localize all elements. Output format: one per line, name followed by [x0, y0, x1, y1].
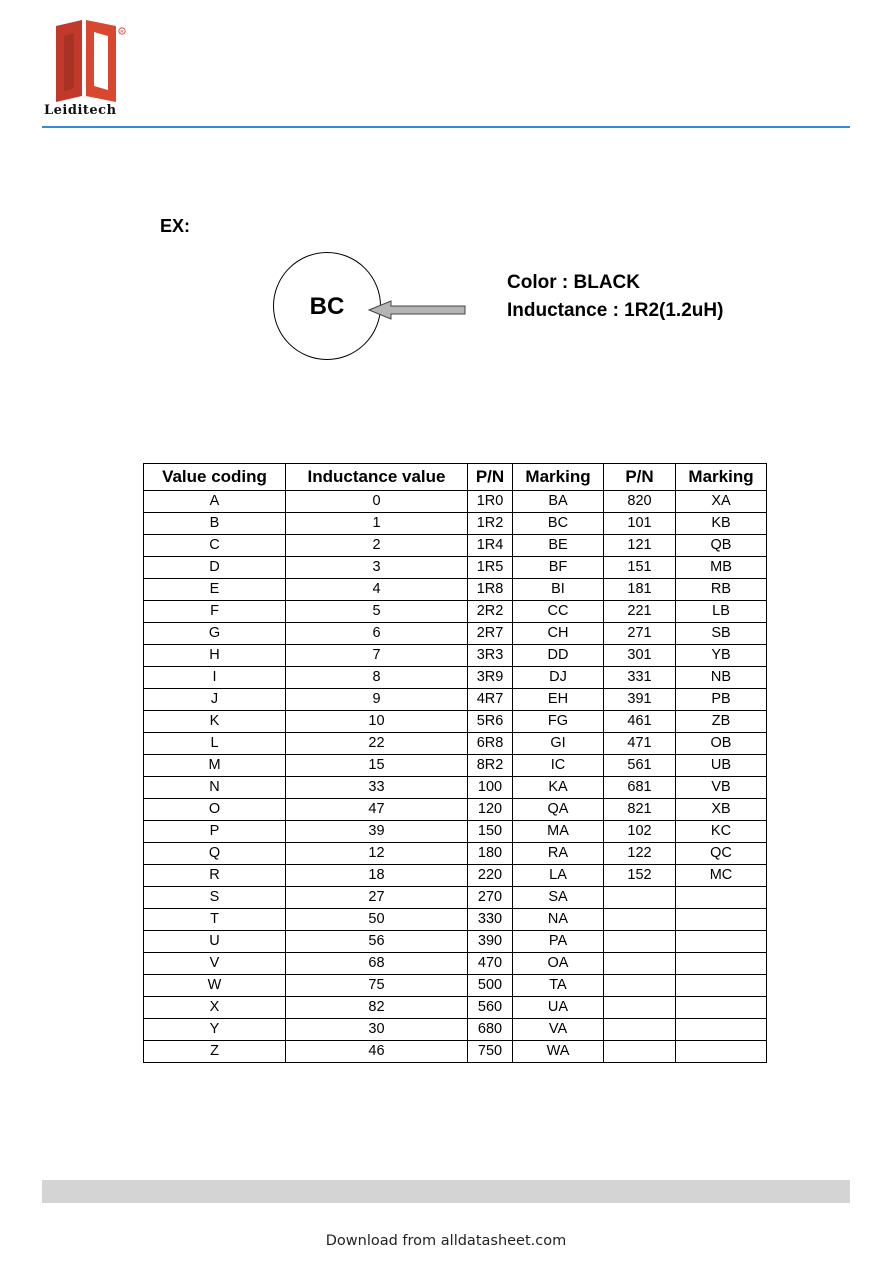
cell-value-coding: S [144, 887, 286, 909]
cell-pn: 1R0 [468, 491, 513, 513]
table-row [144, 975, 767, 997]
cell-value-coding: T [144, 909, 286, 931]
cell-marking-2: MB [676, 557, 767, 579]
cell-marking-2: RB [676, 579, 767, 601]
cell-marking-2: NB [676, 667, 767, 689]
example-label: EX: [160, 216, 191, 236]
cell-marking: NA [513, 909, 604, 931]
cell-marking-2: XB [676, 799, 767, 821]
example-description [507, 269, 723, 325]
table-header-row [144, 464, 767, 491]
cell-inductance-value: 15 [286, 755, 468, 777]
cell-value-coding: N [144, 777, 286, 799]
cell-pn: 220 [468, 865, 513, 887]
cell-inductance-value: 10 [286, 711, 468, 733]
cell-pn-2: 820 [604, 491, 676, 513]
table-row [144, 535, 767, 557]
cell-pn: 1R8 [468, 579, 513, 601]
cell-marking-2: PB [676, 689, 767, 711]
table-row [144, 931, 767, 953]
cell-value-coding: X [144, 997, 286, 1019]
logo-wordmark: Leiditech [44, 103, 117, 118]
cell-pn-2: 122 [604, 843, 676, 865]
cell-pn-2: 461 [604, 711, 676, 733]
table-row [144, 579, 767, 601]
cell-pn-2 [604, 975, 676, 997]
cell-pn-2 [604, 1041, 676, 1063]
cell-pn-2: 151 [604, 557, 676, 579]
cell-value-coding: B [144, 513, 286, 535]
cell-inductance-value: 9 [286, 689, 468, 711]
table-row [144, 689, 767, 711]
cell-marking-2: OB [676, 733, 767, 755]
table-row [144, 733, 767, 755]
cell-pn: 5R6 [468, 711, 513, 733]
header-pn-2: P/N [604, 464, 676, 491]
cell-value-coding: E [144, 579, 286, 601]
cell-marking-2: UB [676, 755, 767, 777]
cell-value-coding: L [144, 733, 286, 755]
cell-value-coding: Y [144, 1019, 286, 1041]
cell-pn: 150 [468, 821, 513, 843]
cell-pn-2 [604, 953, 676, 975]
cell-value-coding: I [144, 667, 286, 689]
inductance-line: Inductance : 1R2(1.2uH) [507, 300, 724, 321]
cell-pn: 100 [468, 777, 513, 799]
cell-pn-2: 152 [604, 865, 676, 887]
header-pn: P/N [468, 464, 513, 491]
table-row [144, 953, 767, 975]
cell-value-coding: Z [144, 1041, 286, 1063]
cell-marking: KA [513, 777, 604, 799]
marking-code: BC [309, 293, 345, 320]
cell-value-coding: C [144, 535, 286, 557]
cell-marking: SA [513, 887, 604, 909]
cell-marking-2 [676, 1041, 767, 1063]
svg-text:R: R [120, 29, 124, 34]
cell-marking-2: MC [676, 865, 767, 887]
cell-inductance-value: 30 [286, 1019, 468, 1041]
footer-bar [42, 1180, 850, 1203]
cell-inductance-value: 2 [286, 535, 468, 557]
cell-value-coding: G [144, 623, 286, 645]
cell-pn: 3R9 [468, 667, 513, 689]
table-row [144, 513, 767, 535]
header-marking-2: Marking [676, 464, 767, 491]
cell-pn-2: 121 [604, 535, 676, 557]
cell-marking-2 [676, 975, 767, 997]
cell-inductance-value: 46 [286, 1041, 468, 1063]
cell-pn: 4R7 [468, 689, 513, 711]
cell-marking-2: XA [676, 491, 767, 513]
cell-marking-2 [676, 931, 767, 953]
cell-marking: TA [513, 975, 604, 997]
cell-pn: 390 [468, 931, 513, 953]
cell-pn: 3R3 [468, 645, 513, 667]
left-arrow-icon [367, 298, 467, 322]
cell-pn-2: 391 [604, 689, 676, 711]
cell-inductance-value: 3 [286, 557, 468, 579]
cell-pn-2: 561 [604, 755, 676, 777]
cell-marking-2 [676, 953, 767, 975]
cell-marking-2: KB [676, 513, 767, 535]
cell-pn: 8R2 [468, 755, 513, 777]
cell-marking: BC [513, 513, 604, 535]
header-divider [42, 126, 850, 128]
cell-inductance-value: 47 [286, 799, 468, 821]
cell-marking-2: LB [676, 601, 767, 623]
cell-pn-2: 221 [604, 601, 676, 623]
cell-pn-2: 821 [604, 799, 676, 821]
cell-inductance-value: 4 [286, 579, 468, 601]
cell-marking-2: YB [676, 645, 767, 667]
cell-inductance-value: 0 [286, 491, 468, 513]
cell-marking: RA [513, 843, 604, 865]
cell-marking-2 [676, 887, 767, 909]
cell-pn-2 [604, 1019, 676, 1041]
header-inductance-value: Inductance value [286, 464, 468, 491]
cell-marking-2 [676, 997, 767, 1019]
cell-pn: 270 [468, 887, 513, 909]
cell-pn: 330 [468, 909, 513, 931]
table-row [144, 755, 767, 777]
cell-marking: OA [513, 953, 604, 975]
table-body [144, 491, 767, 1063]
cell-pn-2: 181 [604, 579, 676, 601]
table-row [144, 1041, 767, 1063]
cell-inductance-value: 27 [286, 887, 468, 909]
cell-inductance-value: 82 [286, 997, 468, 1019]
cell-marking: LA [513, 865, 604, 887]
cell-marking: BF [513, 557, 604, 579]
cell-pn-2: 101 [604, 513, 676, 535]
header-value-coding: Value coding [144, 464, 286, 491]
cell-pn: 2R7 [468, 623, 513, 645]
cell-value-coding: M [144, 755, 286, 777]
cell-value-coding: R [144, 865, 286, 887]
table-row [144, 623, 767, 645]
cell-marking: BE [513, 535, 604, 557]
cell-marking-2: ZB [676, 711, 767, 733]
cell-pn: 470 [468, 953, 513, 975]
cell-marking: VA [513, 1019, 604, 1041]
table-row [144, 491, 767, 513]
table-row [144, 887, 767, 909]
cell-marking: CH [513, 623, 604, 645]
cell-inductance-value: 56 [286, 931, 468, 953]
table-row [144, 667, 767, 689]
cell-value-coding: U [144, 931, 286, 953]
cell-marking: QA [513, 799, 604, 821]
cell-pn-2: 271 [604, 623, 676, 645]
cell-marking: UA [513, 997, 604, 1019]
cell-value-coding: D [144, 557, 286, 579]
cell-pn: 1R5 [468, 557, 513, 579]
cell-pn-2 [604, 997, 676, 1019]
cell-marking: EH [513, 689, 604, 711]
cell-marking-2 [676, 909, 767, 931]
cell-pn: 680 [468, 1019, 513, 1041]
cell-marking: DD [513, 645, 604, 667]
cell-marking-2: QB [676, 535, 767, 557]
cell-value-coding: P [144, 821, 286, 843]
cell-pn-2: 331 [604, 667, 676, 689]
cell-inductance-value: 75 [286, 975, 468, 997]
cell-pn-2: 102 [604, 821, 676, 843]
table-row [144, 865, 767, 887]
cell-marking: WA [513, 1041, 604, 1063]
cell-inductance-value: 33 [286, 777, 468, 799]
cell-marking: CC [513, 601, 604, 623]
table-row [144, 821, 767, 843]
cell-pn: 2R2 [468, 601, 513, 623]
cell-inductance-value: 39 [286, 821, 468, 843]
cell-pn: 120 [468, 799, 513, 821]
table-row [144, 777, 767, 799]
cell-marking: MA [513, 821, 604, 843]
cell-marking: IC [513, 755, 604, 777]
cell-marking: PA [513, 931, 604, 953]
cell-marking: BA [513, 491, 604, 513]
cell-pn-2: 301 [604, 645, 676, 667]
cell-pn-2 [604, 909, 676, 931]
cell-marking: FG [513, 711, 604, 733]
header-marking: Marking [513, 464, 604, 491]
table-row [144, 843, 767, 865]
cell-value-coding: V [144, 953, 286, 975]
cell-pn: 1R2 [468, 513, 513, 535]
cell-inductance-value: 5 [286, 601, 468, 623]
cell-marking: BI [513, 579, 604, 601]
table-row [144, 799, 767, 821]
cell-inductance-value: 7 [286, 645, 468, 667]
cell-marking-2: KC [676, 821, 767, 843]
table-row [144, 645, 767, 667]
cell-inductance-value: 50 [286, 909, 468, 931]
cell-marking-2 [676, 1019, 767, 1041]
table-row [144, 909, 767, 931]
cell-marking: DJ [513, 667, 604, 689]
cell-pn: 6R8 [468, 733, 513, 755]
cell-inductance-value: 22 [286, 733, 468, 755]
cell-inductance-value: 1 [286, 513, 468, 535]
cell-pn: 180 [468, 843, 513, 865]
table-row [144, 601, 767, 623]
cell-value-coding: F [144, 601, 286, 623]
cell-pn: 750 [468, 1041, 513, 1063]
cell-value-coding: O [144, 799, 286, 821]
cell-value-coding: Q [144, 843, 286, 865]
cell-value-coding: H [144, 645, 286, 667]
download-link[interactable]: Download from alldatasheet.com [325, 1233, 567, 1249]
cell-pn-2 [604, 931, 676, 953]
cell-marking: GI [513, 733, 604, 755]
cell-pn-2: 471 [604, 733, 676, 755]
cell-marking-2: SB [676, 623, 767, 645]
cell-pn-2: 681 [604, 777, 676, 799]
cell-marking-2: VB [676, 777, 767, 799]
table-row [144, 1019, 767, 1041]
marking-circle [273, 252, 381, 360]
cell-value-coding: W [144, 975, 286, 997]
cell-inductance-value: 18 [286, 865, 468, 887]
cell-marking-2: QC [676, 843, 767, 865]
cell-inductance-value: 68 [286, 953, 468, 975]
table-row [144, 711, 767, 733]
cell-pn: 1R4 [468, 535, 513, 557]
cell-value-coding: A [144, 491, 286, 513]
cell-inductance-value: 8 [286, 667, 468, 689]
marking-code-table [143, 463, 767, 1063]
color-line: Color : BLACK [507, 272, 640, 293]
cell-pn: 500 [468, 975, 513, 997]
cell-inductance-value: 6 [286, 623, 468, 645]
cell-value-coding: J [144, 689, 286, 711]
cell-inductance-value: 12 [286, 843, 468, 865]
table-row [144, 557, 767, 579]
cell-pn: 560 [468, 997, 513, 1019]
cell-value-coding: K [144, 711, 286, 733]
cell-pn-2 [604, 887, 676, 909]
table-row [144, 997, 767, 1019]
